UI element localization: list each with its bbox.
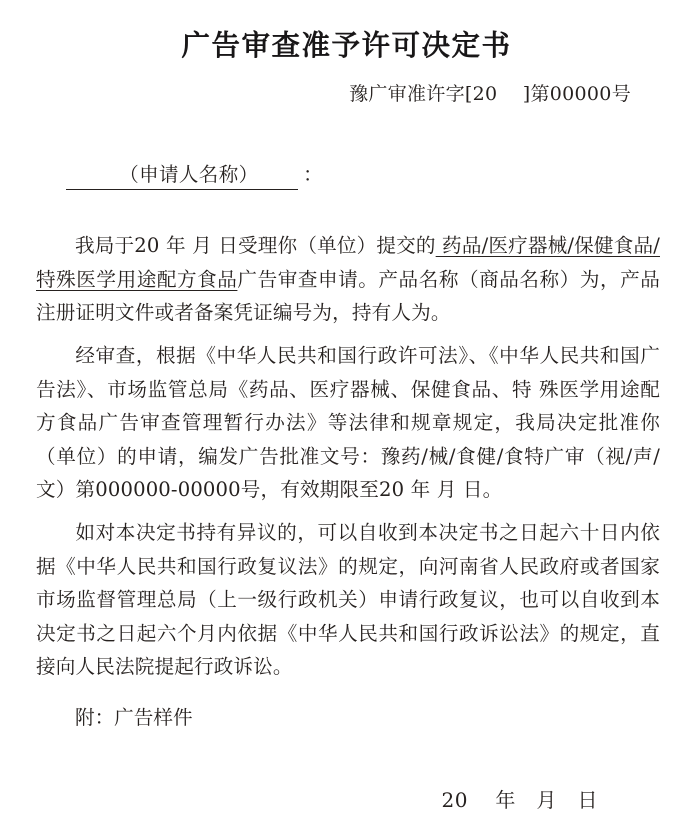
attachment-line xyxy=(0,701,693,734)
appeal-text: 如对本决定书持有异议的，可以自收到本决定书之日起六十日内依据《中华人民共和国行政复议法》的规定，向河南省人民政府或者国家市场监督管理总局（上一级行政机关）申请行政复议，也可以自收到本决定书之日起六个月内依据《中华人民共和国行政诉讼法》的规定，直接向人民法院提起行政诉讼。 xyxy=(36,521,660,679)
applicant-name-label: （申请人名称） xyxy=(119,163,259,187)
approval-text: 经审查，根据《中华人民共和国行政许可法》、《中华人民共和国广告法》、市场监管总局《药品、医疗器械、保健食品、特 殊医学用途配方食品广告审查管理暂行办法》等法律和规章规定，我局决定批准你（单位）的申请，编发广告批准文号：豫药/械/食健/食特广审（视/声/文）第000000-00000号，有效期限至20 年 月 日。 xyxy=(36,344,660,502)
applicant-colon: ： xyxy=(303,163,324,187)
applicant-line xyxy=(0,136,693,213)
applicant-blank-trail xyxy=(259,163,299,186)
page-title: 广告审查准予许可决定书 xyxy=(181,29,512,62)
applicant-blank-lead xyxy=(66,163,119,186)
product-category-blank[interactable]: 药品/医疗器械/保健食品/特殊医学用途配方食品 xyxy=(36,234,660,291)
paragraph-acceptance xyxy=(36,229,660,329)
paragraph-appeal xyxy=(36,516,660,683)
applicant-name-field[interactable] xyxy=(66,159,298,190)
document-number: 豫广审准许字[20 ]第00000号 xyxy=(349,83,631,106)
paragraph-approval xyxy=(36,339,660,506)
acceptance-text-part2: 广告审查申请。产品名称（商品名称）为，产品注册证明文件或者备案凭证编号为，持有人为。 xyxy=(36,267,660,324)
document-body xyxy=(0,229,693,683)
attachment-text: 附：广告样件 xyxy=(75,706,193,730)
acceptance-text-part1: 我局于20 年 月 日受理你（单位）提交的 xyxy=(75,234,436,258)
signature-date: 20 年 月 日 xyxy=(441,788,598,812)
